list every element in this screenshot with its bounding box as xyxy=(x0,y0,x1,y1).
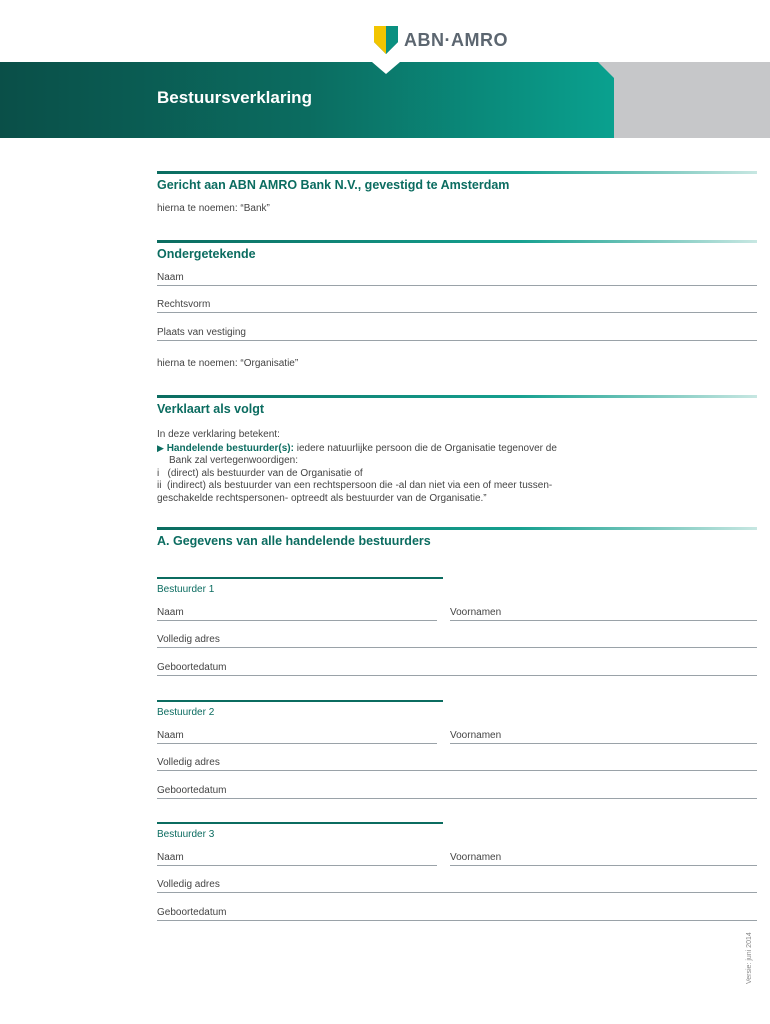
undersigned-heading: Ondergetekende xyxy=(157,247,256,261)
declares-heading: Verklaart als volgt xyxy=(157,402,265,416)
director-1-firstnames-label: Voornamen xyxy=(450,607,502,618)
director-2-firstnames-label: Voornamen xyxy=(450,730,502,741)
director-2-label: Bestuurder 2 xyxy=(157,707,215,718)
director-2-birthdate-label: Geboortedatum xyxy=(157,785,227,796)
director-1-birthdate-field[interactable] xyxy=(157,675,757,676)
declaration-intro: In deze verklaring betekent: xyxy=(157,429,280,440)
director-1-label: Bestuurder 1 xyxy=(157,584,215,595)
document-title: Bestuursverklaring xyxy=(157,88,312,107)
shield-logo-icon xyxy=(374,26,398,54)
term-definition: Handelende bestuurder(s): xyxy=(166,442,294,454)
declaration-line-5: geschakelde rechtspersonen- optreedt als bestuurder van de Organisatie.” xyxy=(157,492,487,504)
declaration-line-2: Bank zal vertegenwoordigen: xyxy=(169,455,298,466)
organisation-note: hierna te noemen: “Organisatie” xyxy=(157,358,299,369)
director-2-address-label: Volledig adres xyxy=(157,757,220,768)
section-rule xyxy=(157,527,757,530)
section-rule xyxy=(157,240,757,243)
place-label: Plaats van vestiging xyxy=(157,327,246,338)
director-2-firstnames-field[interactable] xyxy=(450,743,757,744)
director-rule xyxy=(157,577,443,579)
director-2-name-label: Naam xyxy=(157,730,184,741)
director-rule xyxy=(157,700,443,702)
header-notch xyxy=(372,62,400,74)
director-2-birthdate-field[interactable] xyxy=(157,798,757,799)
legal-form-field[interactable] xyxy=(157,312,757,313)
director-2-name-field[interactable] xyxy=(157,743,437,744)
section-rule xyxy=(157,395,757,398)
director-3-name-label: Naam xyxy=(157,852,184,863)
term-definition-rest: iedere natuurlijke persoon die de Organisatie tegenover de xyxy=(293,442,557,454)
org-name-label: Naam xyxy=(157,272,184,283)
abn-amro-logo xyxy=(374,26,508,54)
brand-name: ABN·AMRO xyxy=(404,29,508,50)
director-3-firstnames-label: Voornamen xyxy=(450,852,502,863)
declaration-term-line xyxy=(157,442,597,456)
director-3-address-field[interactable] xyxy=(157,892,757,893)
legal-form-label: Rechtsvorm xyxy=(157,299,211,310)
director-1-address-label: Volledig adres xyxy=(157,634,220,645)
director-1-firstnames-field[interactable] xyxy=(450,620,757,621)
director-rule xyxy=(157,822,443,824)
directors-heading: A. Gegevens van alle handelende bestuurders xyxy=(157,534,431,548)
director-1-address-field[interactable] xyxy=(157,647,757,648)
director-2-address-field[interactable] xyxy=(157,770,757,771)
director-3-name-field[interactable] xyxy=(157,865,437,866)
addressed-subtitle: hierna te noemen: “Bank” xyxy=(157,203,270,214)
version-note: Versie: juni 2014 xyxy=(746,932,753,984)
section-rule xyxy=(157,171,757,174)
director-3-firstnames-field[interactable] xyxy=(450,865,757,866)
org-name-field[interactable] xyxy=(157,285,757,286)
director-1-name-field[interactable] xyxy=(157,620,437,621)
header-gray-panel xyxy=(598,62,770,138)
declaration-line-4: ii (indirect) als bestuurder van een rechtspersoon die -al dan niet via een of meer tussen- xyxy=(157,480,553,491)
director-3-address-label: Volledig adres xyxy=(157,879,220,890)
director-1-name-label: Naam xyxy=(157,607,184,618)
director-3-birthdate-label: Geboortedatum xyxy=(157,907,227,918)
declaration-text xyxy=(157,429,597,505)
director-3-label: Bestuurder 3 xyxy=(157,829,215,840)
place-field[interactable] xyxy=(157,340,757,341)
director-3-birthdate-field[interactable] xyxy=(157,920,757,921)
declaration-line-3: i (direct) als bestuurder van de Organisatie of xyxy=(157,467,363,479)
triangle-bullet-icon: ▶ xyxy=(157,442,164,453)
addressed-heading: Gericht aan ABN AMRO Bank N.V., gevestigd te Amsterdam xyxy=(157,178,510,192)
director-1-birthdate-label: Geboortedatum xyxy=(157,662,227,673)
